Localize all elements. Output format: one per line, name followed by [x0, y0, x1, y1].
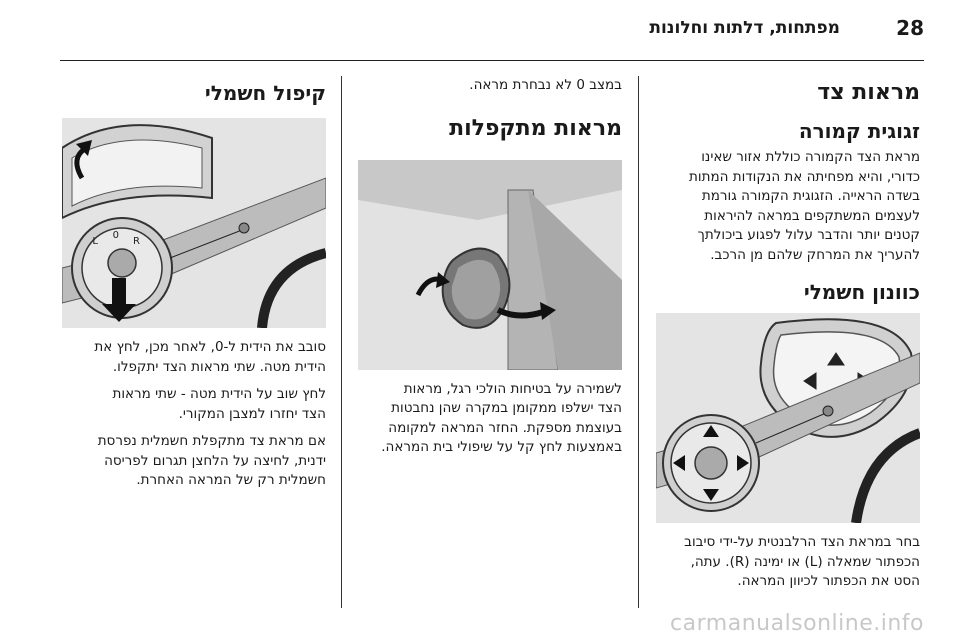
- column-middle: [358, 72, 622, 458]
- subheading-convex-glass: זגוגית קמורה: [798, 119, 920, 143]
- knob-label-right: R: [133, 236, 140, 247]
- paragraph-fold-line-2: הידית מטה. שתי מראות הצד יתקפלו.: [112, 358, 326, 375]
- paragraph-unfold-line-1: לחץ שוב על הידית מטה - שתי מראות: [112, 386, 326, 402]
- knob-label-left: L: [92, 236, 98, 247]
- column-divider-right: [638, 76, 639, 608]
- paragraph-manual-line-3: חשמלית רק של המראה האחרת.: [136, 472, 326, 488]
- electric-folding-illustration: [62, 118, 326, 328]
- paragraph-convex-glass: מראת הצד הקמורה כוללת אזור שאינו כדורי, והיא מפחיתה את הנקודות המתות בשדה הראייה. הזגוגית הקמורה גורמת לעצמים המשתקפים במראה להיראות קטנים יותר והדבר עלול לפגוע ביכולתך להעריך את המרחק שלהם מן הרכב.: [689, 149, 920, 263]
- press-down-arrow-icon: [112, 278, 126, 304]
- chapter-title: מפתחות, דלתות וחלונות: [649, 18, 840, 38]
- subheading-electric-adjust: כוונון חשמלי: [803, 280, 920, 304]
- paragraph-unfold-line-2: הצד יחזרו למצבן המקורי.: [178, 405, 326, 422]
- paragraph-electric-adjust: בחר במראת הצד הרלבנטית על-ידי סיבוב הכפתור שמאלה (L) או ימינה (R). עתה, הסט את הכפתור לכיוון המראה.: [684, 534, 920, 589]
- figure-electric-folding: [62, 118, 326, 328]
- section-heading-side-mirrors: מראות צד: [817, 80, 920, 105]
- paragraph-manual-line-2: ידנית, לחיצה על הלחצן תגרום לפריסה: [104, 452, 326, 469]
- column-divider-left: [341, 76, 342, 608]
- figure-folding-mirror: [358, 160, 622, 370]
- folding-mirror-illustration: [358, 160, 622, 370]
- paragraph-fold-line-1: סובב את הידית ל-0, לאחר מכן, לחץ את: [94, 339, 326, 355]
- watermark: carmanualsonline.info: [670, 611, 924, 636]
- figure-electric-adjust: [656, 313, 920, 523]
- page-header: [0, 0, 960, 62]
- paragraph-folding-mirrors: לשמירה על בטיחות הולכי רגל, מראות הצד ישלפו ממקומן במקרה שהן נחבטות בעוצמת מספקת. החזר המראה למקומה באמצעות לחץ קל על שיפולי בית המראה.: [381, 380, 622, 455]
- page-number: 28: [896, 16, 924, 40]
- column-left: [62, 72, 326, 491]
- knob-label-zero: 0: [112, 230, 119, 241]
- paragraph-manual-line-1: אם מראת צד מתקפלת חשמלית נפרסת: [97, 433, 326, 449]
- section-heading-folding-mirrors: מראות מתקפלות: [449, 115, 622, 141]
- column-right: [654, 72, 920, 592]
- position-zero-note: במצב 0 לא נבחרת מראה.: [469, 77, 622, 93]
- section-heading-electric-folding: קיפול חשמלי: [204, 81, 326, 105]
- mirror-adjust-illustration: [656, 313, 920, 523]
- header-rule: [60, 60, 924, 61]
